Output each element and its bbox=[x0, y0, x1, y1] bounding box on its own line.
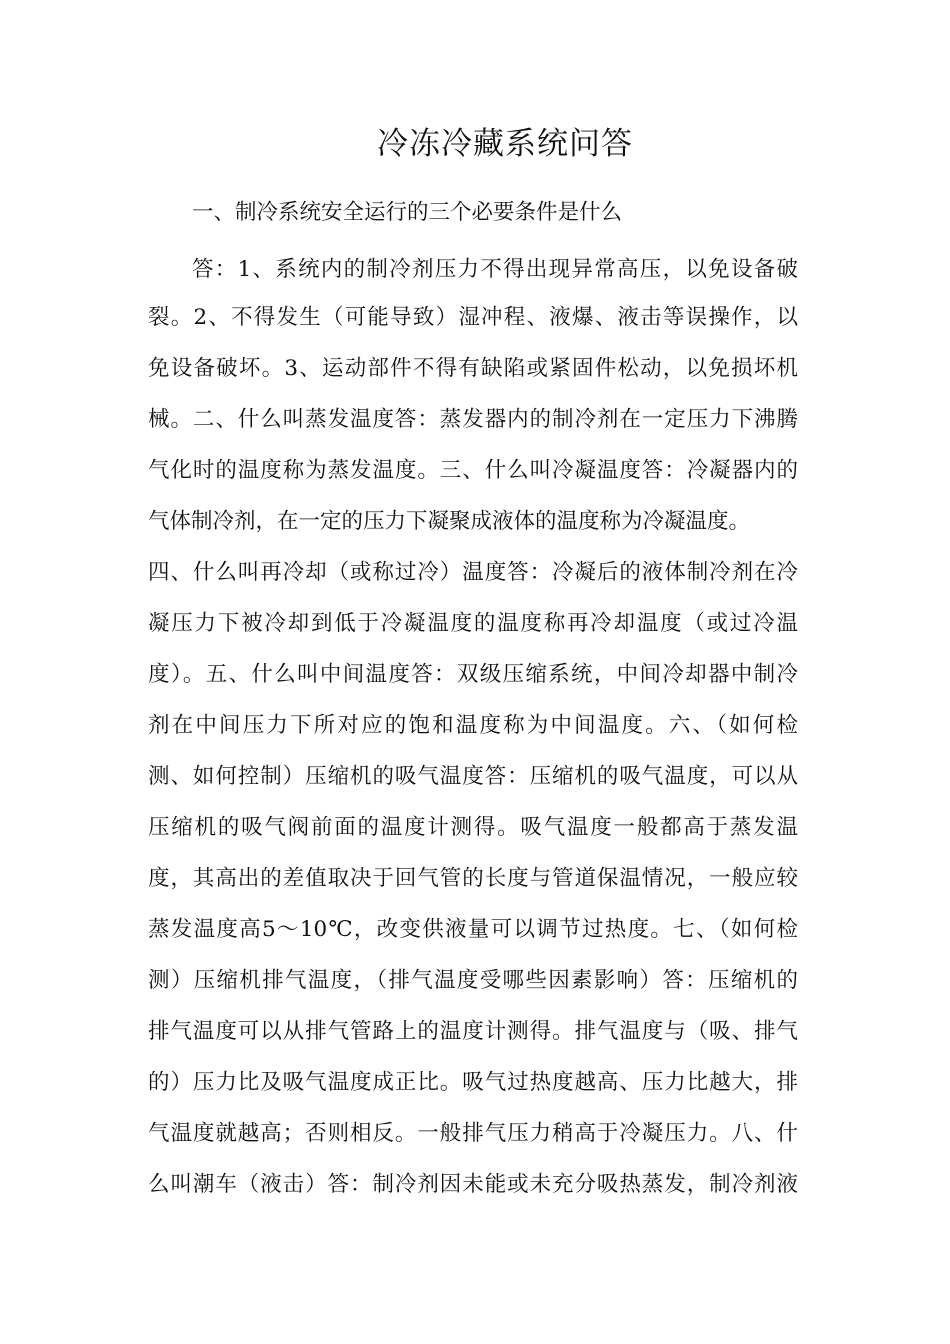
text-line: 的）压力比及吸气温度成正比。吸气过热度越高、压力比越大，排 bbox=[148, 1070, 798, 1095]
text-line: 测）压缩机排气温度，（排气温度受哪些因素影响）答：压缩机的 bbox=[148, 968, 798, 993]
section-heading-1: 一、制冷系统安全运行的三个必要条件是什么 bbox=[192, 200, 623, 225]
text-line: 么叫潮车（液击）答：制冷剂因未能或未充分吸热蒸发，制冷剂液 bbox=[148, 1172, 798, 1197]
text-line: 度）。五、什么叫中间温度答：双级压缩系统，中间冷却器中制冷 bbox=[148, 662, 798, 687]
text-line: 气体制冷剂，在一定的压力下凝聚成液体的温度称为冷凝温度。 bbox=[148, 509, 751, 534]
text-line: 测、如何控制）压缩机的吸气温度答：压缩机的吸气温度，可以从 bbox=[148, 764, 798, 789]
text-line: 械。二、什么叫蒸发温度答：蒸发器内的制冷剂在一定压力下沸腾 bbox=[148, 407, 798, 432]
text-line: 剂在中间压力下所对应的饱和温度称为中间温度。六、（如何检 bbox=[148, 713, 798, 738]
document-title: 冷冻冷藏系统问答 bbox=[377, 126, 633, 162]
text-line: 排气温度可以从排气管路上的温度计测得。排气温度与（吸、排气 bbox=[148, 1019, 798, 1044]
text-line: 答：1、系统内的制冷剂压力不得出现异常高压，以免设备破 bbox=[192, 257, 798, 282]
text-line: 凝压力下被冷却到低于冷凝温度的温度称再冷却温度（或过冷温 bbox=[148, 611, 798, 636]
text-line: 蒸发温度高5～10℃，改变供液量可以调节过热度。七、（如何检 bbox=[148, 917, 798, 942]
text-line: 气化时的温度称为蒸发温度。三、什么叫冷凝温度答：冷凝器内的 bbox=[148, 458, 798, 483]
text-line: 四、什么叫再冷却（或称过冷）温度答：冷凝后的液体制冷剂在冷 bbox=[148, 560, 798, 585]
text-line: 裂。2、不得发生（可能导致）湿冲程、液爆、液击等误操作，以 bbox=[148, 305, 798, 330]
text-line: 免设备破坏。3、运动部件不得有缺陷或紧固件松动，以免损坏机 bbox=[148, 356, 798, 381]
text-line: 压缩机的吸气阀前面的温度计测得。吸气温度一般都高于蒸发温 bbox=[148, 815, 798, 840]
text-line: 度，其高出的差值取决于回气管的长度与管道保温情况，一般应较 bbox=[148, 866, 798, 891]
text-line: 气温度就越高；否则相反。一般排气压力稍高于冷凝压力。八、什 bbox=[148, 1121, 798, 1146]
